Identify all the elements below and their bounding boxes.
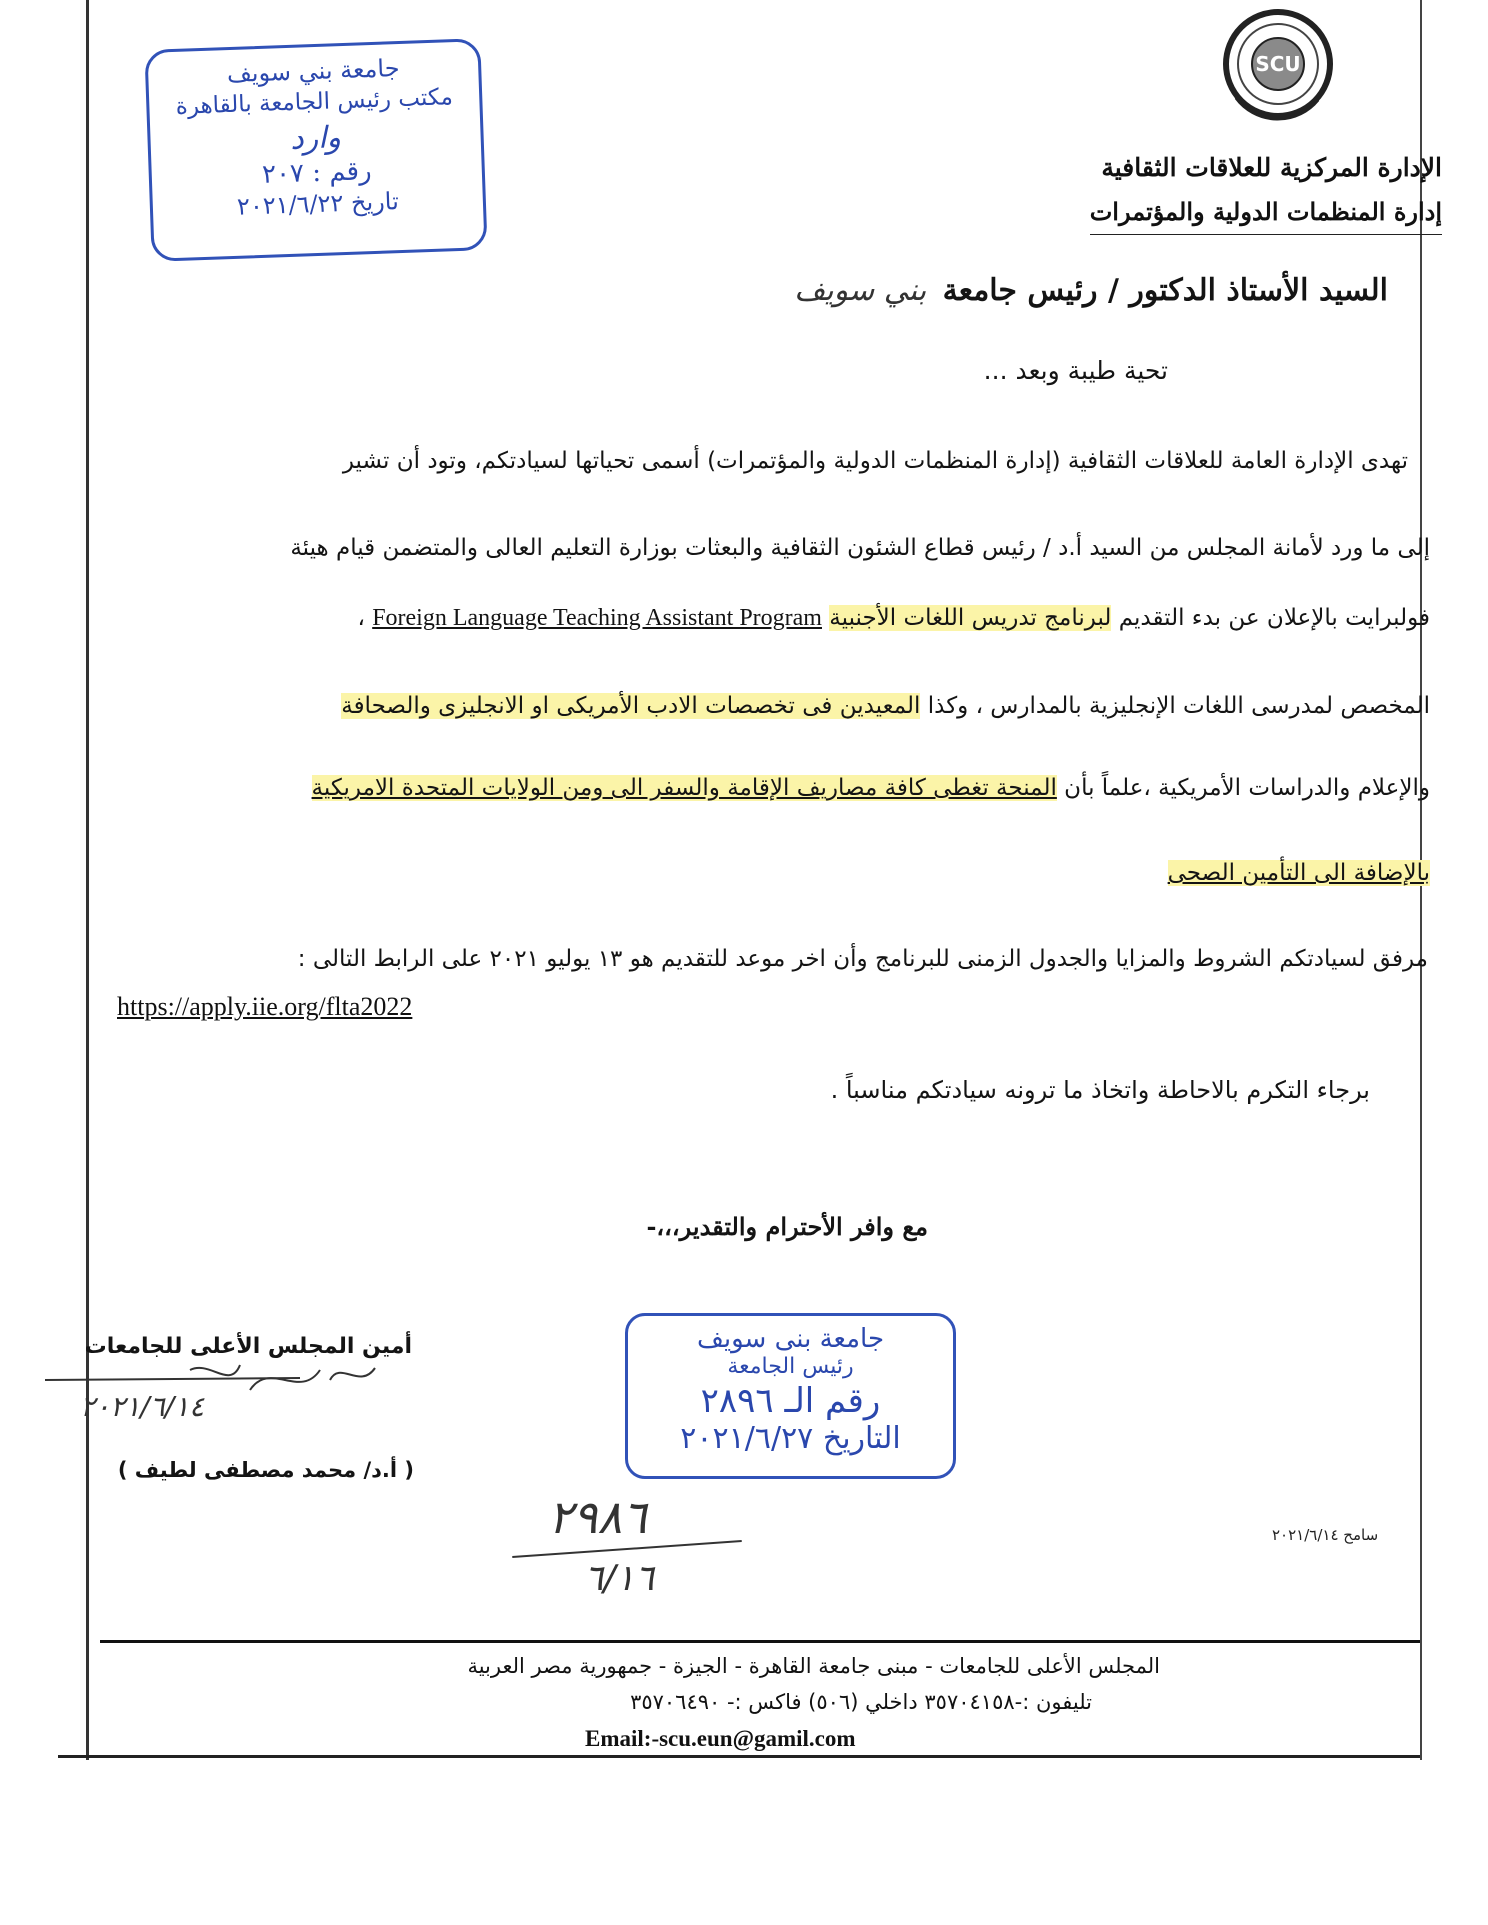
typist-note: سامح ٢٠٢١/٦/١٤ <box>1272 1526 1379 1544</box>
paragraph-1: تهدى الإدارة العامة للعلاقات الثقافية (إدارة المنظمات الدولية والمؤتمرات) أسمى تحياتها لسيادتكم، وتود أن تشير <box>342 448 1408 474</box>
paragraph-4 <box>100 693 1430 719</box>
page-border-bottom <box>58 1755 1420 1758</box>
application-link[interactable]: https://apply.iie.org/flta2022 <box>117 992 413 1021</box>
paragraph-3-c: ، <box>357 605 365 631</box>
stamp-top-line4: رقم : ٢٠٧ <box>261 156 373 190</box>
signatory-title: أمين المجلس الأعلى للجامعات <box>84 1334 412 1359</box>
footer-email: Email:-scu.eun@gamil.com <box>585 1726 856 1751</box>
program-name-english: Foreign Language Teaching Assistant Program <box>372 605 822 631</box>
page-border-left <box>86 0 89 1760</box>
closing: مع وافر الأحترام والتقدير،،،- <box>646 1212 928 1241</box>
department-header <box>1090 146 1442 235</box>
svg-text:SCU: SCU <box>1255 52 1301 76</box>
paragraph-2: إلى ما ورد لأمانة المجلس من السيد أ.د / رئيس قطاع الشئون الثقافية والبعثات بوزارة التعليم العالى والمتضمن قيام هيئة <box>290 535 1430 561</box>
addressee-handwritten: بني سويف <box>794 273 927 308</box>
stamp-bottom-line4: التاريخ ٢٠٢١/٦/٢٧ <box>680 1421 901 1456</box>
paragraph-7: مرفق لسيادتكم الشروط والمزايا والجدول الزمنى للبرنامج وأن اخر موعد للتقديم هو ١٣ يوليو ٢٠٢١ على الرابط التالى : <box>297 946 1428 972</box>
paragraph-5-b: ،علماً بأن <box>1064 775 1151 801</box>
incoming-stamp-bottom <box>625 1313 956 1479</box>
incoming-stamp-top <box>144 38 487 262</box>
paragraph-5-highlight: المنحة تغطى كافة مصاريف الإقامة والسفر الى ومن الولايات المتحدة الامريكية <box>311 775 1057 801</box>
greeting: تحية طيبة وبعد ... <box>983 356 1168 385</box>
paragraph-6-highlight: بالإضافة الى التأمين الصحى <box>1167 860 1430 886</box>
paragraph-3 <box>100 605 1430 632</box>
scu-logo-icon <box>1168 8 1358 128</box>
stamp-top-line5: تاريخ ٢٠٢١/٦/٢٢ <box>236 187 400 221</box>
stamp-bottom-line2: رئيس الجامعة <box>727 1354 854 1379</box>
department-line1: الإدارة المركزية للعلاقات الثقافية <box>1101 153 1442 182</box>
handwritten-reference-date: ٦/١٦ <box>584 1558 655 1599</box>
paragraph-5-a: والإعلام والدراسات الأمريكية <box>1158 775 1430 801</box>
stamp-top-line3: وارد <box>289 120 342 157</box>
paragraph-3-a: فولبرايت بالإعلان عن بدء التقديم <box>1118 605 1430 631</box>
footer-phone: تليفون :-٣٥٧٠٤١٥٨ داخلي (٥٠٦) فاكس :- ٣٥٧٠٦٤٩٠ <box>630 1690 1092 1714</box>
paragraph-5 <box>100 775 1430 801</box>
program-name-highlight: لبرنامج تدريس اللغات الأجنبية <box>829 605 1112 631</box>
stamp-top-line2: مكتب رئيس الجامعة بالقاهرة <box>175 84 454 120</box>
footer-address: المجلس الأعلى للجامعات - مبنى جامعة القاهرة - الجيزة - جمهورية مصر العربية <box>467 1654 1160 1678</box>
stamp-bottom-line1: جامعة بنى سويف <box>696 1324 885 1354</box>
paragraph-6 <box>100 860 1430 886</box>
stamp-top-line1: جامعة بني سويف <box>226 54 401 89</box>
signatory-name: ( أ.د/ محمد مصطفى لطيف ) <box>117 1458 414 1482</box>
stamp-bottom-line3: رقم الـ ٢٨٩٦ <box>700 1381 881 1421</box>
department-line2: إدارة المنظمات الدولية والمؤتمرات <box>1090 190 1442 235</box>
paragraph-4-a: المخصص لمدرسى اللغات الإنجليزية بالمدارس ، وكذا <box>927 693 1430 719</box>
handwritten-reference-number: ٢٩٨٦ <box>548 1490 647 1544</box>
paragraph-8: برجاء التكرم بالاحاطة واتخاذ ما ترونه سيادتكم مناسباً . <box>830 1076 1370 1104</box>
footer-divider <box>100 1640 1420 1643</box>
addressee-text: السيد الأستاذ الدكتور / رئيس جامعة <box>942 273 1388 308</box>
addressee <box>794 273 1388 308</box>
paragraph-4-highlight: المعيدين فى تخصصات الادب الأمريكى او الانجليزى والصحافة <box>341 693 921 719</box>
signature-handwritten-date: ٢٠٢١/٦/١٤ <box>80 1390 205 1423</box>
